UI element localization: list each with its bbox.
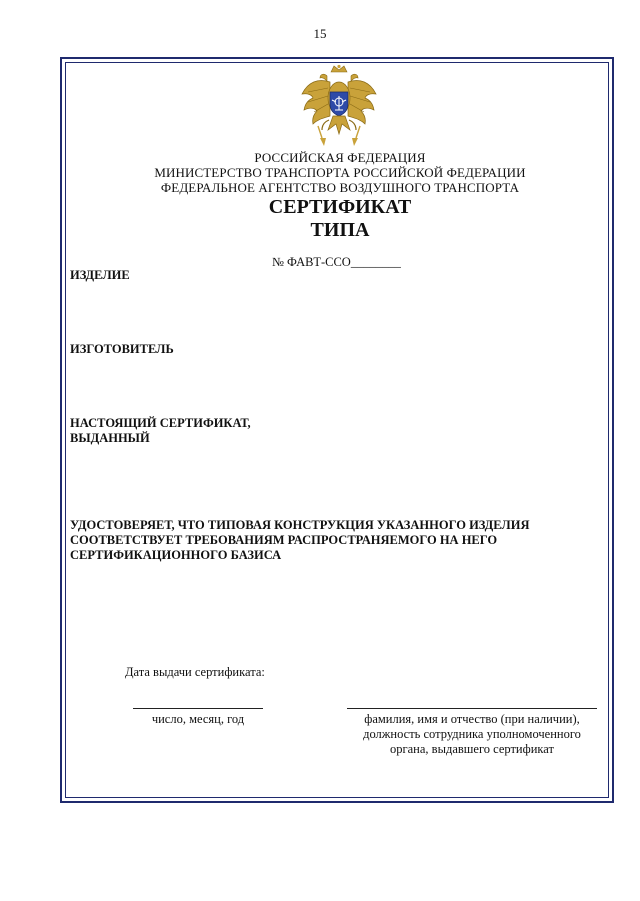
header-country: РОССИЙСКАЯ ФЕДЕРАЦИЯ <box>254 150 426 165</box>
certificate-title: СЕРТИФИКАТ <box>268 196 412 218</box>
signatory-caption-line1: фамилия, имя и отчество (при наличии), <box>364 712 580 726</box>
certifies-statement-line1: УДОСТОВЕРЯЕТ, ЧТО ТИПОВАЯ КОНСТРУКЦИЯ УКАЗАННОГО ИЗДЕЛИЯ <box>70 518 530 532</box>
certifies-statement-line3: СЕРТИФИКАЦИОННОГО БАЗИСА <box>70 548 282 562</box>
issue-date-label: Дата выдачи сертификата: <box>125 665 265 679</box>
field-issued-label-line1: НАСТОЯЩИЙ СЕРТИФИКАТ, <box>70 416 251 430</box>
header-ministry: МИНИСТЕРСТВО ТРАНСПОРТА РОССИЙСКОЙ ФЕДЕРАЦИИ <box>154 165 526 180</box>
double-headed-eagle-emblem-icon <box>300 64 378 148</box>
field-issued-label-line2: ВЫДАННЫЙ <box>70 431 150 445</box>
certificate-subtitle: ТИПА <box>310 219 370 241</box>
field-manufacturer-label: ИЗГОТОВИТЕЛЬ <box>70 342 174 356</box>
certificate-number: № ФАВТ-ССО________ <box>272 255 401 269</box>
field-product-label: ИЗДЕЛИЕ <box>70 268 130 282</box>
certifies-statement-line2: СООТВЕТСТВУЕТ ТРЕБОВАНИЯМ РАСПРОСТРАНЯЕМОГО НА НЕГО <box>70 533 498 547</box>
signatory-caption-line2: должность сотрудника уполномоченного <box>363 727 581 741</box>
date-caption: число, месяц, год <box>151 712 245 726</box>
page-number: 15 <box>313 26 327 41</box>
signatory-caption-line3: органа, выдавшего сертификат <box>390 742 554 756</box>
signatory-signature-line <box>347 708 597 709</box>
date-signature-line <box>133 708 263 709</box>
header-agency: ФЕДЕРАЛЬНОЕ АГЕНТСТВО ВОЗДУШНОГО ТРАНСПОРТА <box>160 180 520 195</box>
